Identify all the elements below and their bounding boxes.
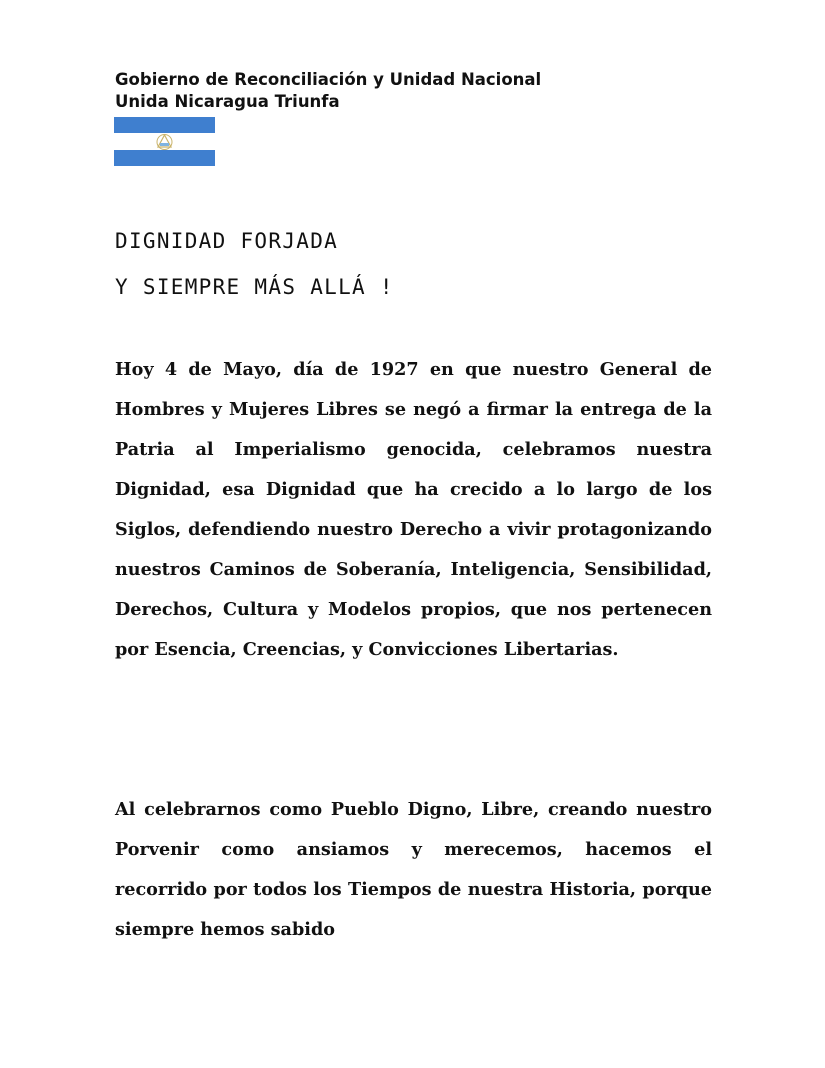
- letterhead: [115, 69, 541, 113]
- government-slogan: Unida Nicaragua Triunfa: [115, 92, 340, 111]
- paragraph-1: Hoy 4 de Mayo, día de 1927 en que nuestro General de Hombres y Mujeres Libres se negó a firmar la entrega de la Patria al Imperialismo genocida, celebramos nuestra Dignidad, esa Dignidad que ha crecido a lo largo de los Siglos, defendiendo nuestro Derecho a vivir protagonizando nuestros Caminos de Soberanía, Inteligencia, Sensibilidad, Derechos, Cultura y Modelos propios, que nos pertenecen por Esencia, Creencias, y Convicciones Libertarias.: [115, 359, 712, 660]
- government-name: Gobierno de Reconciliación y Unidad Nacional: [115, 70, 542, 89]
- document-title-line-1: DIGNIDAD FORJADA: [115, 229, 339, 253]
- nicaragua-flag-icon: [114, 117, 215, 166]
- paragraph-2: Al celebrarnos como Pueblo Digno, Libre, creando nuestro Porvenir como ansiamos y merecemos, hacemos el recorrido por todos los Tiempos de nuestra Historia, porque siempre hemos sabido: [115, 799, 712, 940]
- document-title-line-2: Y SIEMPRE MÁS ALLÁ !: [115, 275, 394, 299]
